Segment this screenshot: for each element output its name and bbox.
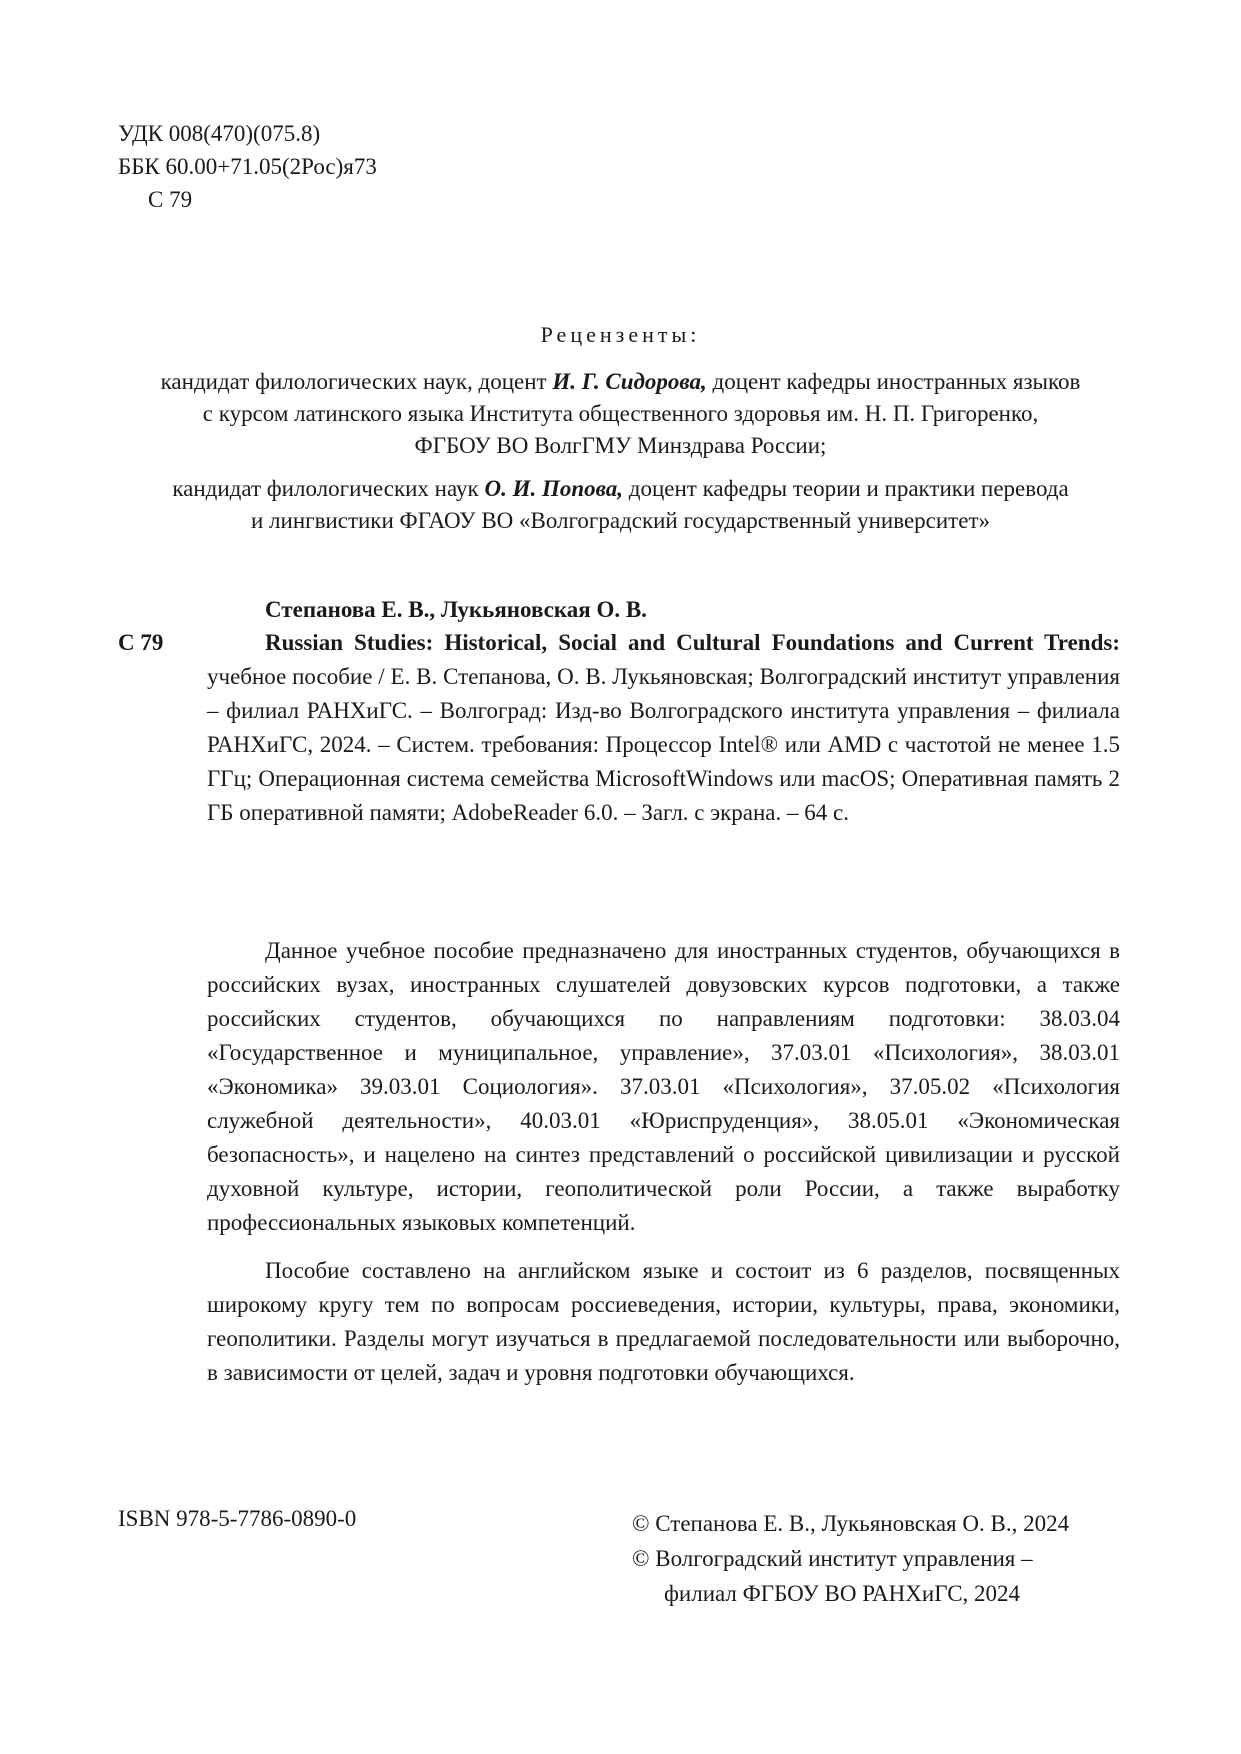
copyright-block: [632, 1506, 1069, 1611]
reviewer-2-prefix: кандидат филологических наук: [172, 476, 485, 501]
reviewer-2-suffix: доцент кафедры теории и практики перевода: [623, 476, 1069, 501]
reviewer-2-name: О. И. Попова,: [484, 476, 624, 501]
reviewer-2-line-1: [0, 473, 1241, 505]
copyright-institute-line-1: © Волгоградский институт управления –: [632, 1546, 1033, 1571]
book-description: учебное пособие / Е. В. Степанова, О. В. Лукьяновская; Волгоградский институт управления – филиал РАНХиГС. – Волгоград: Изд-во Волгоградского института управления – филиала РАНХиГС, 2024. – Систем. требования: Процессор Intel® или AMD с частотой не менее 1.5 ГГц; Операционная система семейства MicrosoftWindows или macOS; Оперативная память 2 ГБ оперативной памяти; AdobeReader 6.0. – Загл. с экрана. – 64 с.: [207, 664, 1120, 825]
annotation-paragraph-2: Пособие составлено на английском языке и состоит из 6 разделов, посвященных широкому кругу тем по вопросам россиеведения, истории, культуры, права, экономики, геополитики. Разделы могут изучаться в предлагаемой последовательности или выборочно, в зависимости от целей, задач и уровня подготовки обучающихся.: [207, 1258, 1120, 1385]
catalog-authors: Степанова Е. В., Лукьяновская О. В.: [265, 597, 647, 622]
reviewers-heading: Рецензенты:: [540, 322, 701, 347]
bbk-code: ББК 60.00+71.05(2Рос)я73: [118, 154, 377, 179]
reviewer-1-prefix: кандидат филологических наук, доцент: [160, 369, 553, 394]
copyright-authors: © Степанова Е. В., Лукьяновская О. В., 2024: [632, 1511, 1070, 1536]
annotation-paragraph-1: Данное учебное пособие предназначено для иностранных студентов, обучающихся в российских вузах, иностранных слушателей довузовских курсов подготовки, а также российских студентов, обучающихся по направлениям подготовки: 38.03.04 «Государственное и муниципальное, управление», 37.03.01 «Психология», 38.03.01 «Экономика» 39.03.01 Социология». 37.03.01 «Психология», 37.05.02 «Психология служебной деятельности», 40.03.01 «Юриспруденция», 38.05.01 «Экономическая безопасность», и нацелено на синтез представлений о российской цивилизации и русской духовной культуре, истории, геополитической роли России, а также выработку профессиональных языковых компетенций.: [207, 938, 1120, 1235]
catalog-code: С 79: [118, 630, 164, 655]
catalog-entry: [207, 626, 1120, 830]
reviewer-1-line-2: с курсом латинского языка Института общественного здоровья им. Н. П. Григоренко,: [202, 401, 1039, 426]
reviewer-1-line-3: ФГБОУ ВО ВолгГМУ Минздрава России;: [414, 433, 827, 458]
book-title: Russian Studies: Historical, Social and Cultural Foundations and Current Trends:: [265, 630, 1120, 655]
reviewer-2-line-2: и лингвистики ФГАОУ ВО «Волгоградский государственный университет»: [250, 508, 990, 533]
classification-codes: [118, 117, 377, 216]
reviewer-1-suffix: доцент кафедры иностранных языков: [706, 369, 1081, 394]
udk-code: УДК 008(470)(075.8): [118, 121, 321, 146]
reviewer-1-line-1: [0, 366, 1241, 398]
isbn: ISBN 978-5-7786-0890-0: [118, 1506, 357, 1531]
copyright-institute-line-2: филиал ФГБОУ ВО РАНХиГС, 2024: [664, 1581, 1021, 1606]
reviewer-1-name: И. Г. Сидорова,: [552, 369, 707, 394]
author-sign: С 79: [148, 187, 193, 212]
